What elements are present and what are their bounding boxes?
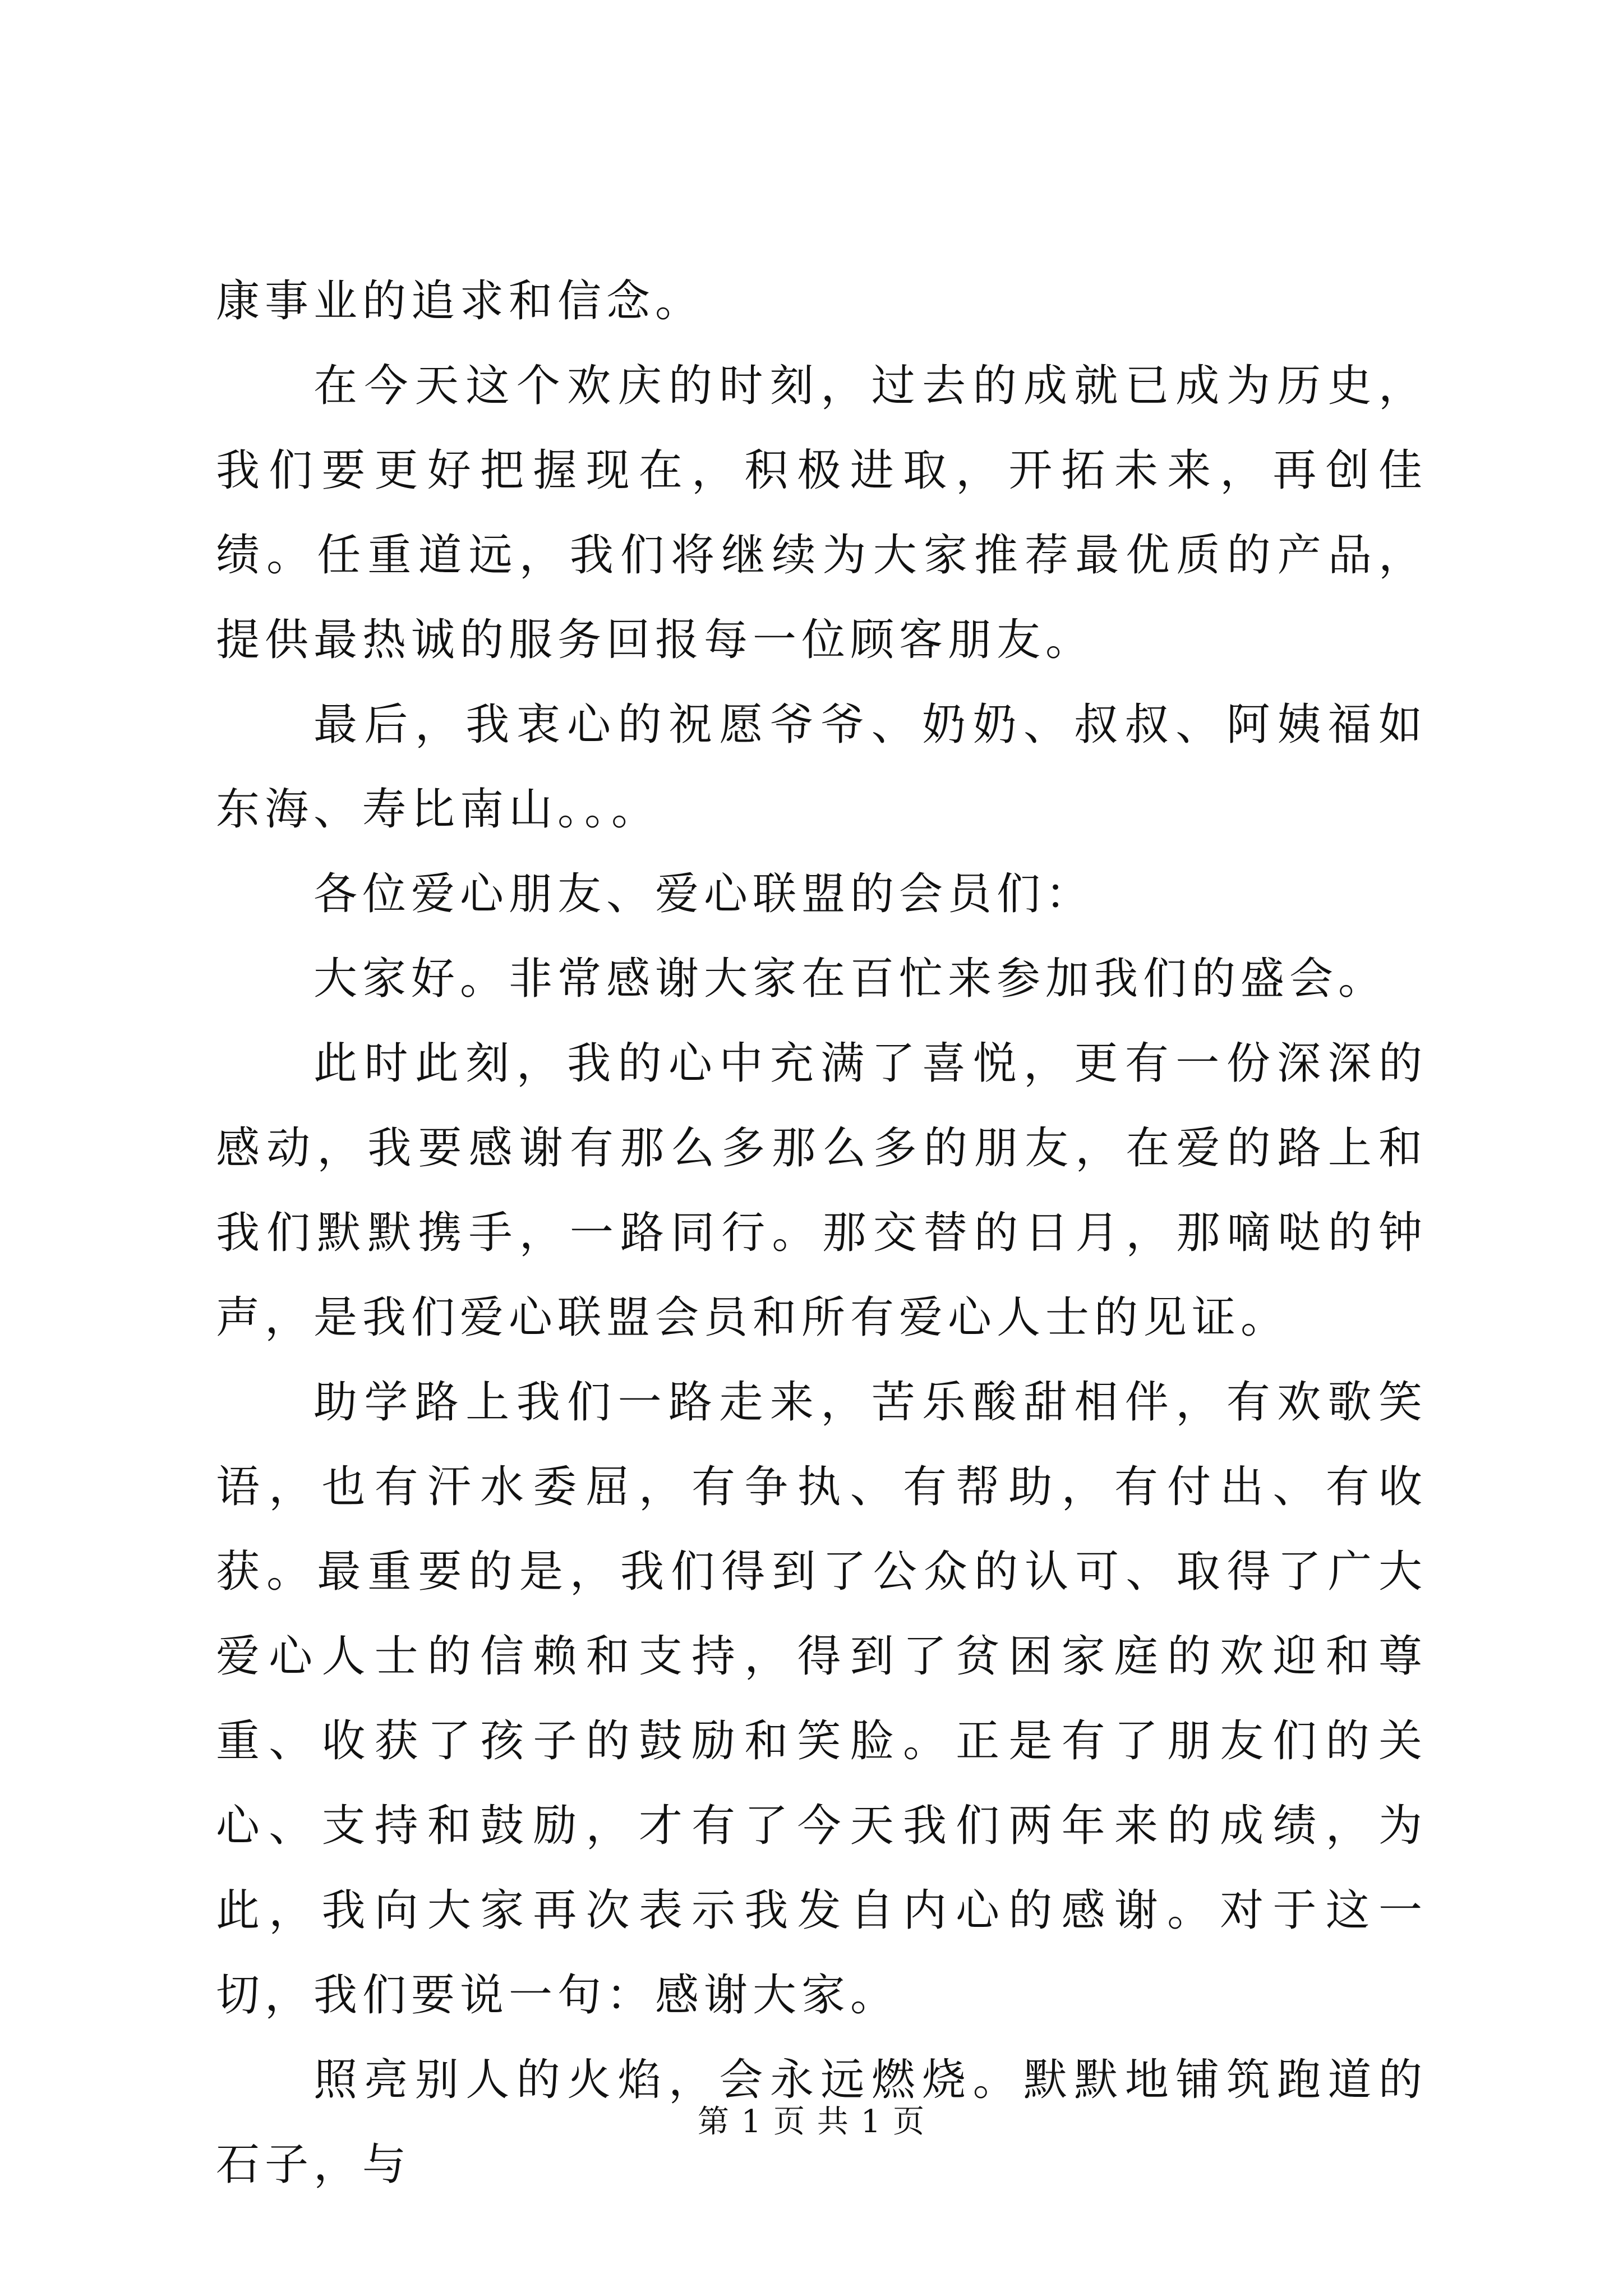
paragraph-8: 照亮别人的火焰，会永远燃烧。默默地铺筑跑道的石子，与 — [216, 2055, 1427, 2190]
document-body — [216, 259, 1427, 2207]
paragraph-7: 助学路上我们一路走来，苦乐酸甜相伴，有欢歌笑语，也有汗水委屈，有争执、有帮助，有付出、有收获。最重要的是，我们得到了公众的认可、取得了广大爱心人士的信赖和支持，得到了贫困家庭的欢迎和尊重、收获了孩子的鼓励和笑脸。正是有了朋友们的关心、支持和鼓励，才有了今天我们两年来的成绩，为此，我向大家再次表示我发自内心的感谢。对于这一切，我们要说一句：感谢大家。 — [216, 1377, 1427, 2021]
paragraph-4: 各位爱心朋友、爱心联盟的会员们： — [313, 869, 1095, 919]
page-footer: 第 1 页 共 1 页 — [697, 2104, 926, 2140]
paragraph-1: 康事业的追求和信念。 — [216, 276, 704, 326]
paragraph-3: 最后，我衷心的祝愿爷爷、奶奶、叔叔、阿姨福如东海、寿比南山。。。 — [216, 700, 1427, 835]
paragraph-2: 在今天这个欢庆的时刻，过去的成就已成为历史，我们要更好把握现在，积极进取，开拓未来，再创佳绩。任重道远，我们将继续为大家推荐最优质的产品，提供最热诚的服务回报每一位顾客朋友。 — [216, 361, 1427, 665]
paragraph-5: 大家好。非常感谢大家在百忙来参加我们的盛会。 — [313, 954, 1387, 1004]
paragraph-6: 此时此刻，我的心中充满了喜悦，更有一份深深的感动，我要感谢有那么多那么多的朋友，在爱的路上和我们默默携手，一路同行。那交替的日月，那嘀哒的钟声，是我们爱心联盟会员和所有爱心人士的见证。 — [216, 1038, 1427, 1343]
